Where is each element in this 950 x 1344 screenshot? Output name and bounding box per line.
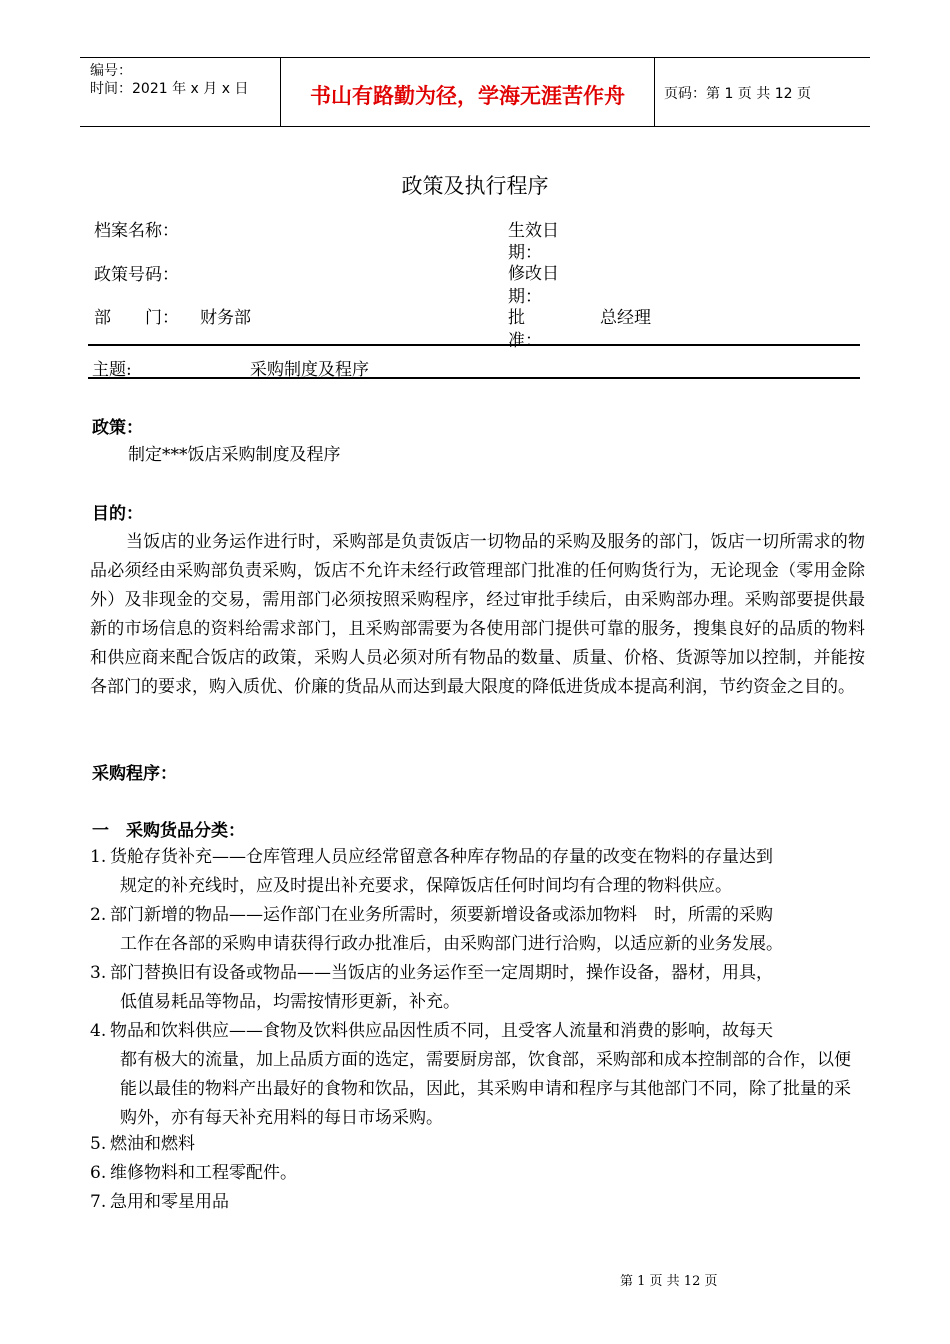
dept-value: 财务部 xyxy=(200,308,251,328)
section-heading: 一 采购货品分类： xyxy=(92,821,245,841)
item-text: 货舱存货补充——仓库管理人员应经常留意各种库存物品的存量的改变在物料的存量达到 xyxy=(110,847,773,867)
dept-label: 部 门： xyxy=(94,308,179,328)
list-item xyxy=(90,843,865,901)
item-number: 3. xyxy=(90,963,107,983)
file-name-label: 档案名称： xyxy=(94,221,179,241)
divider xyxy=(88,377,860,379)
list-item xyxy=(90,1130,865,1159)
document-header xyxy=(80,57,870,127)
number-label: 编号： xyxy=(90,63,132,79)
approve-label-2: 准： xyxy=(508,331,542,351)
item-text: 燃油和燃料 xyxy=(110,1134,195,1154)
item-text: 维修物料和工程零配件。 xyxy=(110,1163,297,1183)
item-number: 7. xyxy=(90,1192,107,1212)
subject-value: 采购制度及程序 xyxy=(250,360,369,380)
revised-label: 修改日 xyxy=(508,264,559,284)
list-item xyxy=(90,1159,865,1188)
subject-label: 主题: xyxy=(92,360,132,380)
item-number: 4. xyxy=(90,1021,107,1041)
revised-label-2: 期： xyxy=(508,287,542,307)
item-continuation: 工作在各部的采购申请获得行政办批准后，由采购部门进行洽购，以适应新的业务发展。 xyxy=(120,934,783,954)
motto: 书山有路勤为径，学海无涯苦作舟 xyxy=(310,84,625,108)
divider xyxy=(654,58,655,126)
item-text: 部门新增的物品——运作部门在业务所需时，须要新增设备或添加物料 时，所需的采购 xyxy=(110,905,773,925)
list-item xyxy=(90,1017,865,1133)
item-continuation: 都有极大的流量，加上品质方面的选定，需要厨房部，饮食部，采购部和成本控制部的合作，以便能以最佳的物料产出最好的食物和饮品，因此，其采购申请和程序与其他部门不同，除了批量的采购外，亦有每天补充用料的每日市场采购。 xyxy=(120,1050,851,1128)
page-title: 政策及执行程序 xyxy=(401,174,549,198)
item-text: 物品和饮料供应——食物及饮料供应品因性质不同，且受客人流量和消费的影响，故每天 xyxy=(110,1021,773,1041)
list-item xyxy=(90,1188,865,1217)
policy-no-label: 政策号码： xyxy=(94,265,179,285)
policy-heading: 政策： xyxy=(92,418,143,438)
page-label: 页码：第 1 页 共 12 页 xyxy=(664,86,811,102)
purpose-heading: 目的： xyxy=(92,504,143,524)
list-item xyxy=(90,959,865,1017)
item-number: 6. xyxy=(90,1163,107,1183)
time-label: 时间：2021 年 x 月 x 日 xyxy=(90,81,249,97)
approve-value: 总经理 xyxy=(600,308,651,328)
approve-label: 批 xyxy=(508,308,525,328)
item-continuation: 低值易耗品等物品，均需按情形更新，补充。 xyxy=(120,992,460,1012)
header-info xyxy=(90,62,248,98)
item-continuation: 规定的补充线时，应及时提出补充要求，保障饭店任何时间均有合理的物料供应。 xyxy=(120,876,732,896)
procedure-heading: 采购程序： xyxy=(92,764,177,784)
item-text: 部门替换旧有设备或物品——当饭店的业务运作至一定周期时，操作设备，器材，用具， xyxy=(110,963,773,983)
purpose-text: 当饭店的业务运作进行时，采购部是负责饭店一切物品的采购及服务的部门，饭店一切所需求的物品必须经由采购部负责采购，饭店不允许未经行政管理部门批准的任何购货行为，无论现金（零用金除外）及非现金的交易，需用部门必须按照采购程序，经过审批手续后，由采购部办理。采购部要提供最新的市场信息的资料给需求部门，且采购部需要为各使用部门提供可靠的服务，搜集良好的品质的物料和供应商来配合饭店的政策，采购人员必须对所有物品的数量、质量、价格、货源等加以控制，并能按各部门的要求，购入质优、价廉的货品从而达到最大限度的降低进货成本提高利润，节约资金之目的。 xyxy=(90,532,865,697)
effective-label-2: 期： xyxy=(508,243,542,263)
list-item xyxy=(90,901,865,959)
divider xyxy=(88,344,860,346)
page-footer: 第 1 页 共 12 页 xyxy=(620,1274,718,1289)
item-number: 2. xyxy=(90,905,107,925)
item-text: 急用和零星用品 xyxy=(110,1192,229,1212)
policy-text: 制定***饭店采购制度及程序 xyxy=(128,445,341,465)
item-number: 1. xyxy=(90,847,107,867)
item-number: 5. xyxy=(90,1134,107,1154)
effective-label: 生效日 xyxy=(508,221,559,241)
